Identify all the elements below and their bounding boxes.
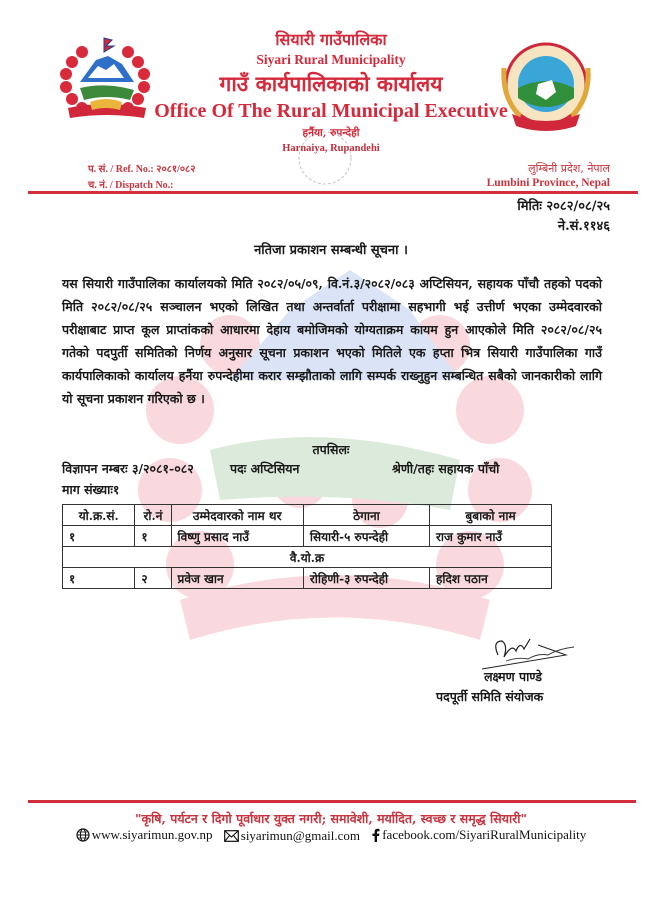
advert-number: विज्ञापन नम्बरः ३/२०८१-०८२	[62, 461, 194, 476]
demand-count: माग संख्याः१	[62, 482, 120, 497]
footer-contacts	[0, 827, 662, 846]
province-en: Lumbini Province, Nepal	[486, 177, 610, 189]
notice-body: यस सियारी गाउँपालिका कार्यालयको मिति २०८२/०५/०९, वि.नं.३/२०८२/०८३ अप्टिसियन, सहायक पाँचौ तहको पदको मिति २०८२/०८/२५ सञ्चालन भएको लिखित तथा अन्तर्वार्ता परीक्षामा सहभागी भई उत्तीर्ण भएका उम्मेदवारको परीक्षाबाट प्राप्त कूल प्राप्तांकको आधारमा देहाय बमोजिमको योग्यताक्रम कायम हुन आएकोले मिति २०८२/०८/२५ गतेको पदपुर्ती समितिको निर्णय अनुसार सूचना प्रकाशन भएको मितिले एक हप्ता भित्र सियारी गाउँपालिका गाउँ कार्यपालिकाको कार्यालय हर्नैया रुपन्देहीमा करार सम्झौताको लागि सम्पर्क राख्नुहुन सम्बन्धित सबैको जानकारीको लागि यो सूचना प्रकाशन गरिएको छ ।	[62, 276, 602, 406]
col-roll-no: रो.नं	[135, 505, 171, 526]
province-np: लुम्बिनी प्रदेश, नेपाल	[528, 162, 610, 175]
footer-divider	[28, 800, 636, 803]
location-np: हर्नैया, रुपन्देही	[302, 127, 360, 139]
post-name: पदः अप्टिसियन	[230, 461, 300, 476]
dispatch-number: च. नं. / Dispatch No.:	[88, 180, 174, 191]
roll-no: २	[135, 568, 171, 589]
municipality-name-en: Siyari Rural Municipality	[256, 52, 406, 67]
col-father-name: बुबाको नाम	[429, 505, 551, 526]
father-name: हदिश पठान	[429, 568, 551, 589]
ns-number: ने.सं.११४६	[557, 219, 610, 234]
candidate-name: प्रवेज खान	[171, 568, 303, 589]
candidate-name: विष्णु प्रसाद नाउँ	[171, 526, 303, 547]
municipality-name-np: सियारी गाउँपालिका	[275, 30, 387, 49]
alternate-list-heading-row	[63, 547, 552, 568]
col-candidate-name: उम्मेदवारको नाम थर	[171, 505, 303, 526]
table-row	[63, 526, 552, 547]
serial: १	[63, 526, 135, 547]
website-text: www.siyarimun.gov.np	[91, 827, 213, 842]
location-en: Harnaiya, Rupandehi	[282, 143, 380, 154]
reference-number: प. सं. / Ref. No.: २०८१/०८२	[88, 164, 196, 175]
website-link[interactable]	[76, 827, 213, 843]
serial: १	[63, 568, 135, 589]
header-divider	[28, 191, 638, 194]
facebook-link[interactable]	[371, 827, 586, 843]
address: रोहिणी-३ रुपन्देही	[303, 568, 429, 589]
alternate-list-heading: वै.यो.क्र	[63, 547, 552, 568]
notice-date: मितिः २०८२/०८/२५	[517, 199, 610, 214]
col-serial: यो.क्र.सं.	[63, 505, 135, 526]
email-link[interactable]	[224, 828, 360, 844]
email-text: siyarimun@gmail.com	[240, 828, 360, 843]
roll-no: १	[135, 526, 171, 547]
level: श्रेणी/तहः सहायक पाँचौ	[392, 461, 500, 476]
col-address: ठेगाना	[303, 505, 429, 526]
globe-icon	[76, 828, 90, 842]
signature	[478, 635, 588, 671]
results-table	[62, 504, 552, 589]
office-name-en: Office Of The Rural Municipal Executive	[154, 100, 508, 122]
footer-slogan: "कृषि, पर्यटन र दिगो पूर्वाधार युक्त नगरी; समावेशी, मर्यादित, स्वच्छ र समृद्ध सियारी"	[134, 811, 528, 826]
father-name: राज कुमार नाउँ	[429, 526, 551, 547]
table-row	[63, 568, 552, 589]
address: सियारी-५ रुपन्देही	[303, 526, 429, 547]
details-heading: तपसिलः	[312, 442, 350, 457]
office-name-np: गाउँ कार्यपालिकाको कार्यालय	[219, 71, 443, 96]
facebook-icon	[371, 828, 380, 842]
envelope-icon	[224, 830, 239, 842]
signer-name: लक्ष्मण पाण्डे	[484, 669, 542, 684]
table-header-row	[63, 505, 552, 526]
facebook-text: facebook.com/SiyariRuralMunicipality	[382, 827, 587, 842]
signer-role: पदपूर्ती समिति संयोजक	[436, 689, 544, 704]
notice-subject: नतिजा प्रकाशन सम्बन्धी सूचना ।	[254, 243, 408, 258]
